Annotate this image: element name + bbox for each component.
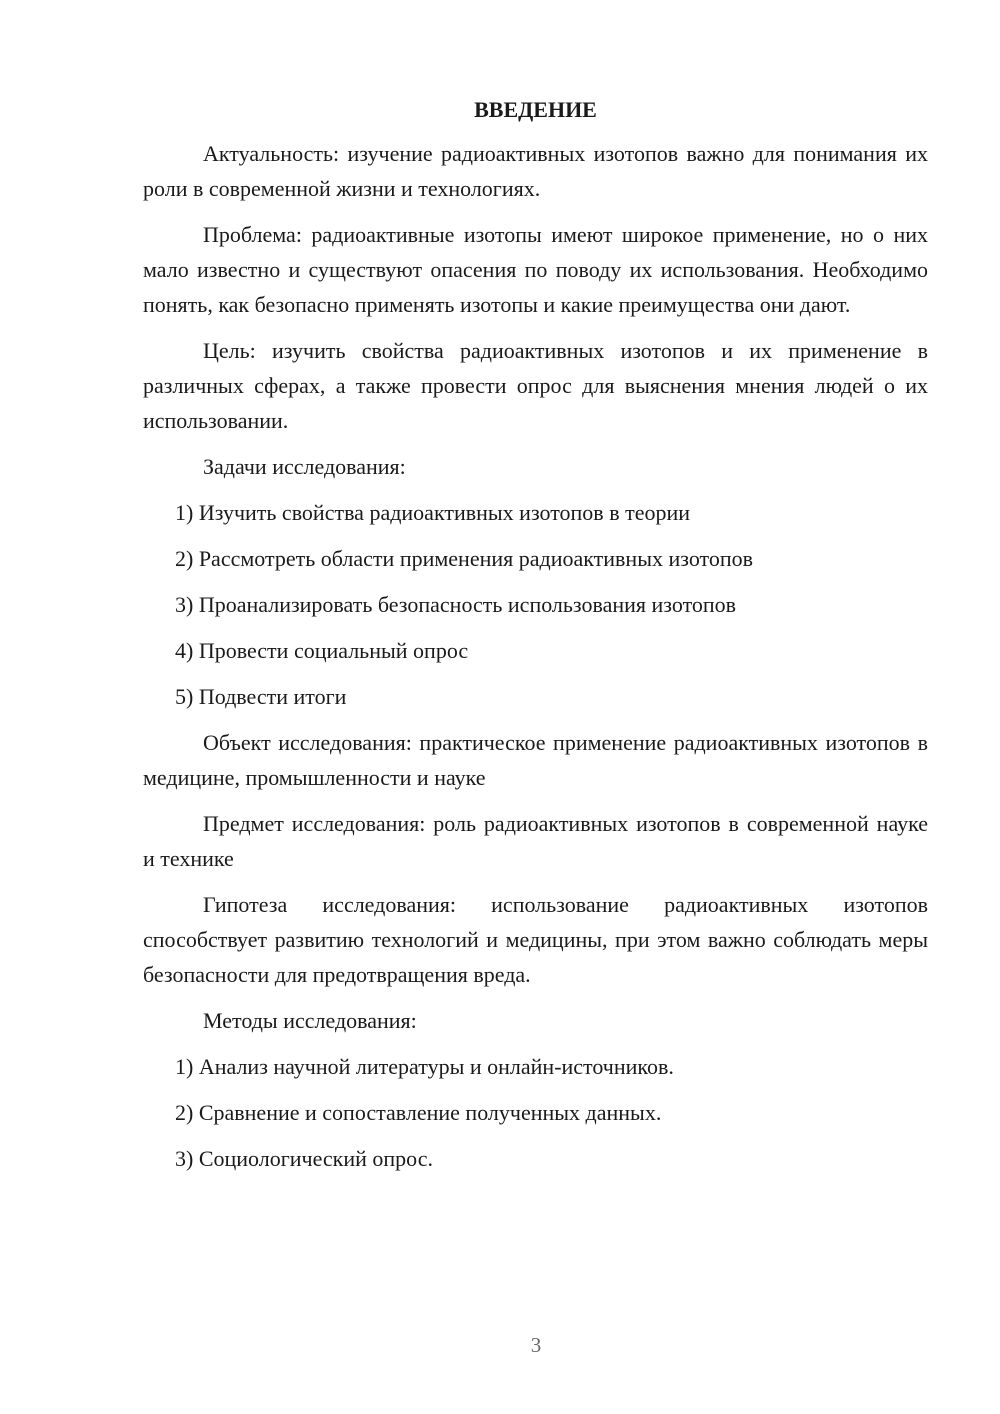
methods-intro: Методы исследования:: [203, 1008, 417, 1033]
list-item: 3) Социологический опрос.: [175, 1146, 433, 1171]
methods-list: [143, 1049, 928, 1176]
page-number: 3: [530, 1333, 542, 1357]
list-item: 4) Провести социальный опрос: [175, 638, 469, 663]
list-item: 1) Изучить свойства радиоактивных изотопов в теории: [175, 500, 691, 525]
tasks-list: [143, 495, 928, 714]
subject-paragraph: Предмет исследования: роль радиоактивных изотопов в современной науке и технике: [143, 811, 928, 871]
tasks-intro: Задачи исследования:: [203, 454, 406, 479]
relevance-paragraph: Актуальность: изучение радиоактивных изотопов важно для понимания их роли в современной жизни и технологиях.: [143, 141, 928, 201]
list-item: 2) Рассмотреть области применения радиоактивных изотопов: [175, 546, 754, 571]
page-heading: ВВЕДЕНИЕ: [474, 97, 597, 122]
list-item: 2) Сравнение и сопоставление полученных данных.: [175, 1100, 662, 1125]
list-item: 3) Проанализировать безопасность использования изотопов: [175, 592, 737, 617]
goal-paragraph: Цель: изучить свойства радиоактивных изотопов и их применение в различных сферах, а также провести опрос для выяснения мнения людей о их использовании.: [143, 338, 928, 433]
problem-paragraph: Проблема: радиоактивные изотопы имеют широкое применение, но о них мало известно и существуют опасения по поводу их использования. Необходимо понять, как безопасно применять изотопы и какие преимущества они дают.: [143, 222, 928, 317]
object-paragraph: Объект исследования: практическое применение радиоактивных изотопов в медицине, промышленности и науке: [143, 730, 928, 790]
list-item: 5) Подвести итоги: [175, 684, 347, 709]
page-content: [143, 95, 928, 1187]
list-item: 1) Анализ научной литературы и онлайн-источников.: [175, 1054, 674, 1079]
hypothesis-paragraph: Гипотеза исследования: использование радиоактивных изотопов способствует развитию технологий и медицины, при этом важно соблюдать меры безопасности для предотвращения вреда.: [143, 892, 928, 987]
